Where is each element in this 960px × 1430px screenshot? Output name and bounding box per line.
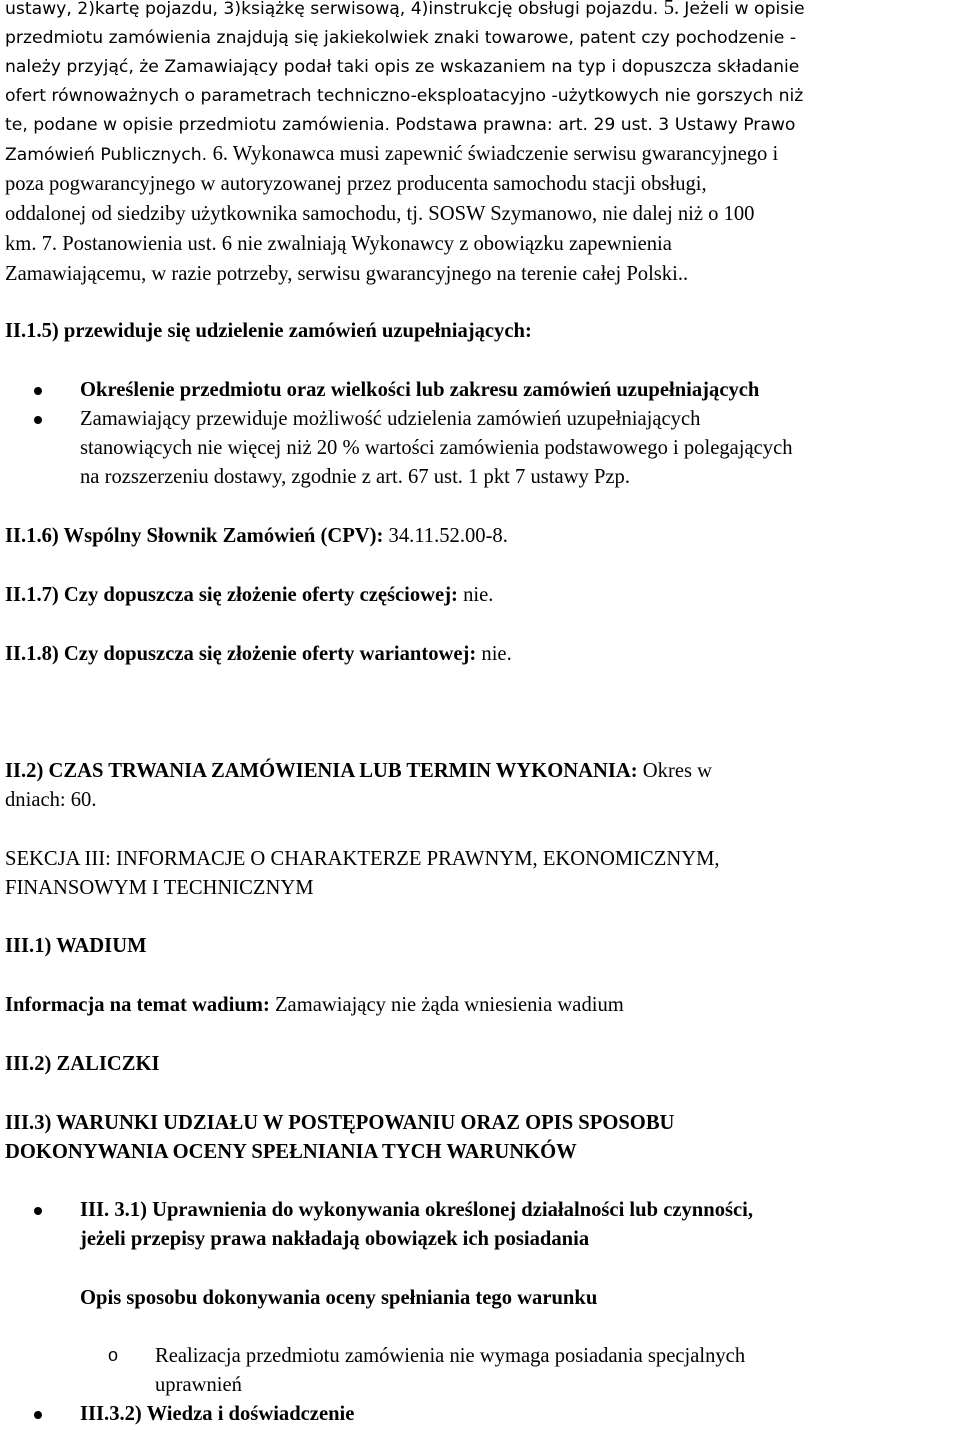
duration-label: II.2) CZAS TRWANIA ZAMÓWIENIA LUB TERMIN WYKONANIA: <box>5 760 638 782</box>
intro-line <box>5 170 955 200</box>
section-ii-1-6 <box>5 522 955 551</box>
duration-value-line2: dniach: 60. <box>5 789 97 811</box>
sub-bullet-text <box>155 1342 955 1400</box>
intro-line <box>5 111 955 140</box>
intro-line <box>5 260 955 290</box>
bullet-text-line: jeżeli przepisy prawa nakładają obowiązek ich posiadania <box>80 1228 590 1250</box>
intro-text-run: poza pogwarancyjnego w autoryzowanej przez producenta samochodu stacji obsługi, <box>5 173 707 195</box>
partial-offer-label: II.1.7) Czy dopuszcza się złożenie oferty częściowej: <box>5 584 458 606</box>
bullet-dot-icon <box>34 1411 42 1419</box>
intro-text-run: Jeżeli w opisie <box>684 0 805 19</box>
section-ii-1-7 <box>5 581 955 610</box>
intro-paragraph <box>5 0 955 290</box>
section-ii-1-5-heading <box>5 317 955 346</box>
bullet-text-line: III. 3.1) Uprawnienia do wykonywania określonej działalności lub czynności, <box>80 1199 754 1221</box>
section-iii-title-line: SEKCJA III: INFORMACJE O CHARAKTERZE PRAWNYM, EKONOMICZNYM, <box>5 848 720 870</box>
intro-text-run: Zamówień Publicznych. <box>5 145 213 165</box>
intro-line <box>5 53 955 82</box>
bullet-text: III.3.2) Wiedza i doświadczenie <box>80 1403 355 1425</box>
intro-line <box>5 230 955 260</box>
intro-text-run: ofert równoważnych o parametrach techniczno-eksploatacyjno -użytkowych nie gorszych niż <box>5 86 804 106</box>
section-ii-1-8 <box>5 640 955 669</box>
intro-text-run: te, podane w opisie przedmiotu zamówienia. Podstawa prawna: art. 29 ust. 3 Ustawy Prawo <box>5 115 796 135</box>
bullet-text-line: na rozszerzeniu dostawy, zgodnie z art. 67 ust. 1 pkt 7 ustawy Pzp. <box>80 466 630 488</box>
wadium-info-label: Informacja na temat wadium: <box>5 994 270 1016</box>
intro-text-run: ustawy, 2)kartę pojazdu, 3)książkę serwisową, 4)instrukcję obsługi pojazdu. <box>5 0 664 19</box>
intro-line <box>5 140 955 170</box>
circle-bullet-icon: o <box>108 1345 119 1365</box>
sub-bullet-text-line: Realizacja przedmiotu zamówienia nie wymaga posiadania specjalnych <box>155 1345 746 1367</box>
section-iii-1-heading-text: III.1) WADIUM <box>5 935 147 957</box>
duration-value-line1: Okres w <box>637 760 712 782</box>
intro-line <box>5 24 955 53</box>
intro-text-run: km. 7. Postanowienia ust. 6 nie zwalniają Wykonawcy z obowiązku zapewnienia <box>5 233 672 255</box>
section-iii-3-heading-line: III.3) WARUNKI UDZIAŁU W POSTĘPOWANIU ORAZ OPIS SPOSOBU <box>5 1112 675 1134</box>
bullet-text-line: stanowiących nie więcej niż 20 % wartości zamówienia podstawowego i polegających <box>80 437 793 459</box>
section-iii-title-line: FINANSOWYM I TECHNICZNYM <box>5 877 314 899</box>
variant-offer-label: II.1.8) Czy dopuszcza się złożenie oferty wariantowej: <box>5 643 477 665</box>
intro-line <box>5 82 955 111</box>
bullet-text-line: Zamawiający przewiduje możliwość udzielenia zamówień uzupełniających <box>80 408 701 430</box>
bullet-dot-icon <box>34 416 42 424</box>
section-iii-3-heading <box>5 1109 955 1167</box>
intro-text-run: 5. <box>663 0 685 19</box>
section-iii-2-heading-text: III.2) ZALICZKI <box>5 1053 160 1075</box>
bullet-text <box>80 1196 955 1254</box>
bullet-text <box>80 405 955 492</box>
section-iii-title <box>5 845 955 903</box>
intro-text-run: Zamawiającemu, w razie potrzeby, serwisu gwarancyjnego na terenie całej Polski.. <box>5 263 689 285</box>
assessment-method-heading: Opis sposobu dokonywania oceny spełniania tego warunku <box>80 1287 598 1309</box>
cpv-label: II.1.6) Wspólny Słownik Zamówień (CPV): <box>5 525 384 547</box>
variant-offer-value: nie. <box>476 643 512 665</box>
bullet-text: Określenie przedmiotu oraz wielkości lub zakresu zamówień uzupełniających <box>80 379 760 401</box>
section-ii-2 <box>5 757 955 815</box>
intro-text-run: oddalonej od siedziby użytkownika samochodu, tj. SOSW Szymanowo, nie dalej niż o 100 <box>5 203 755 225</box>
intro-text-run: 6. Wykonawca musi zapewnić świadczenie serwisu gwarancyjnego i <box>212 143 779 165</box>
section-ii-1-5-heading-text: II.1.5) przewiduje się udzielenie zamówień uzupełniających: <box>5 320 532 342</box>
partial-offer-value: nie. <box>457 584 494 606</box>
intro-line <box>5 0 955 24</box>
section-iii-1-heading <box>5 932 955 961</box>
intro-text-run: przedmiotu zamówienia znajdują się jakiekolwiek znaki towarowe, patent czy pochodzenie - <box>5 28 797 48</box>
bullet-dot-icon <box>34 387 42 395</box>
bullet-dot-icon <box>34 1207 42 1215</box>
sub-bullet-text-line: uprawnień <box>155 1374 242 1396</box>
wadium-info-value: Zamawiający nie żąda wniesienia wadium <box>269 994 624 1016</box>
cpv-value: 34.11.52.00-8. <box>383 525 508 547</box>
section-iii-2-heading <box>5 1050 955 1079</box>
wadium-info <box>5 991 955 1020</box>
section-iii-3-heading-line: DOKONYWANIA OCENY SPEŁNIANIA TYCH WARUNKÓW <box>5 1141 577 1163</box>
intro-line <box>5 200 955 230</box>
intro-text-run: należy przyjąć, że Zamawiający podał taki opis ze wskazaniem na typ i dopuszcza składanie <box>5 57 800 77</box>
